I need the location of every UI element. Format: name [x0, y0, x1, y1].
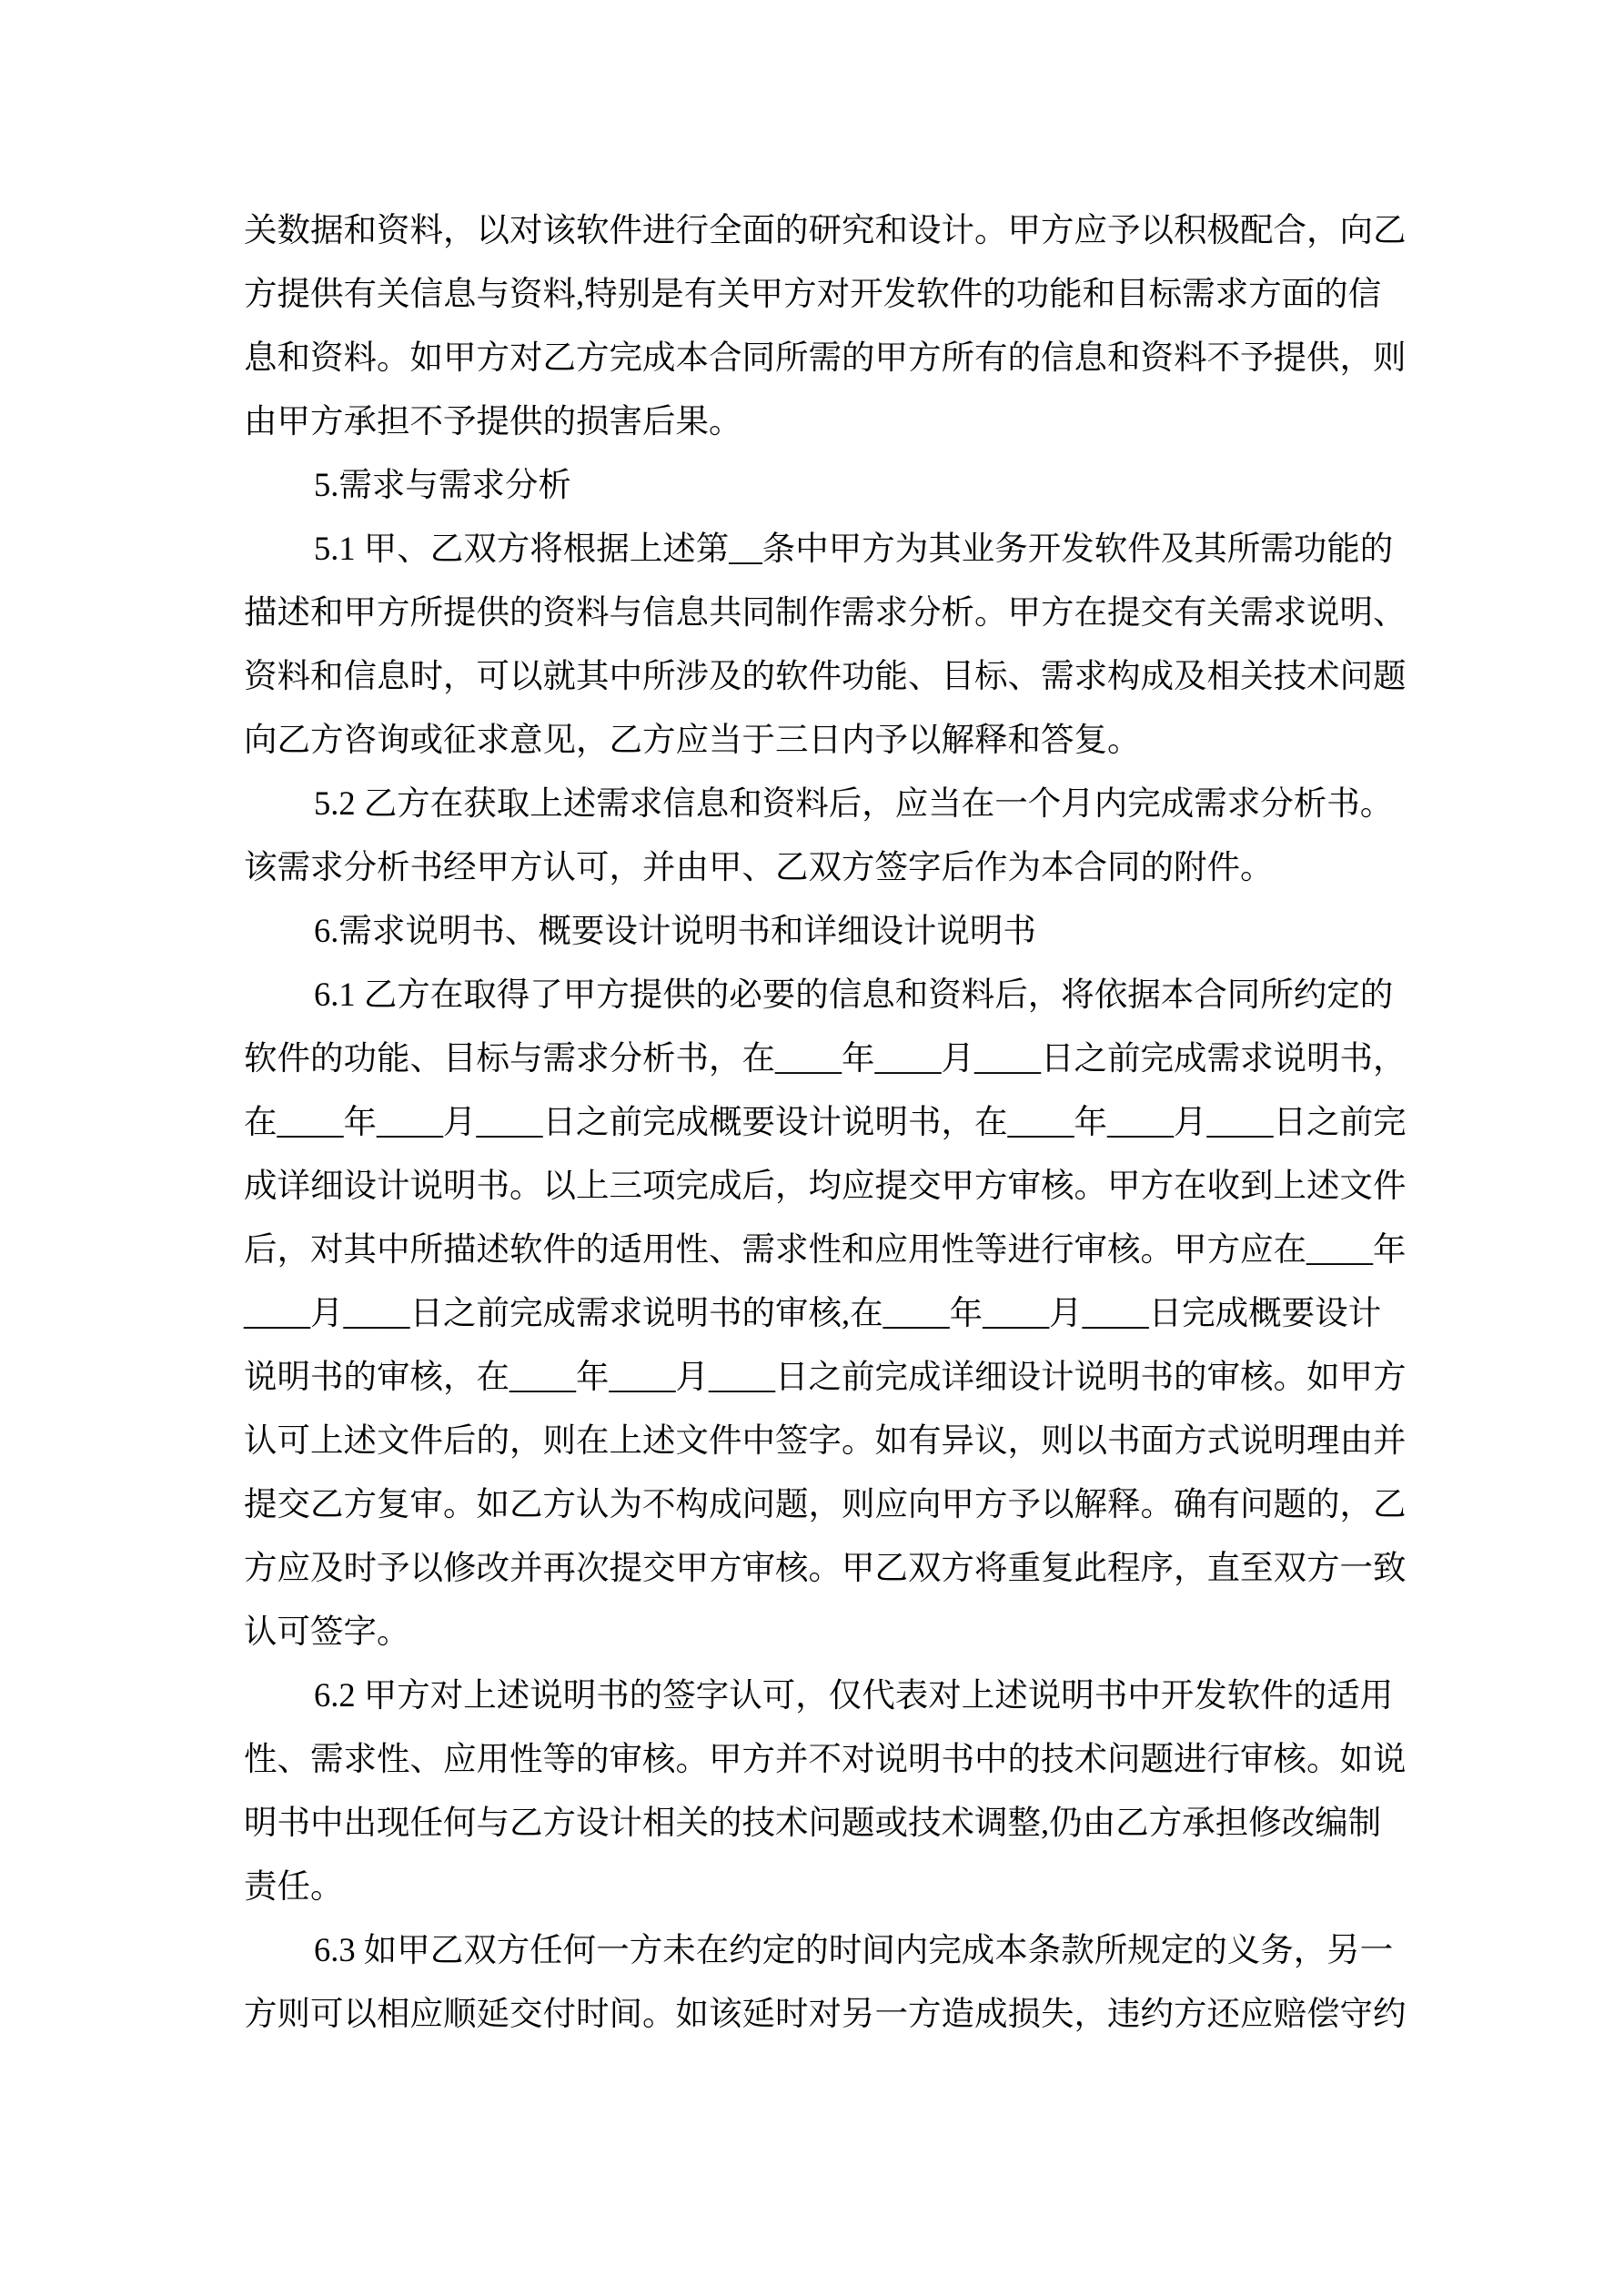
text-line: 提交乙方复审。如乙方认为不构成问题，则应向甲方予以解释。确有问题的，乙 — [244, 1485, 1407, 1522]
text-line: 息和资料。如甲方对乙方完成本合同所需的甲方所有的信息和资料不予提供，则 — [244, 339, 1407, 376]
text-line: 向乙方咨询或征求意见，乙方应当于三日内予以解释和答复。 — [244, 721, 1141, 758]
text-line: 6.2 甲方对上述说明书的签字认可，仅代表对上述说明书中开发软件的适用 — [314, 1676, 1394, 1714]
text-line: 后，对其中所描述软件的适用性、需求性和应用性等进行审核。甲方应在____年 — [244, 1230, 1407, 1268]
text-line: 6.1 乙方在取得了甲方提供的必要的信息和资料后，将依据本合同所约定的 — [314, 976, 1394, 1013]
text-line: 说明书的审核，在____年____月____日之前完成详细设计说明书的审核。如甲方 — [244, 1358, 1407, 1395]
text-line: 6.需求说明书、概要设计说明书和详细设计说明书 — [314, 912, 1036, 949]
text-line: 关数据和资料，以对该软件进行全面的研究和设计。甲方应予以积极配合，向乙 — [244, 211, 1407, 248]
text-line: 认可上述文件后的，则在上述文件中签字。如有异议，则以书面方式说明理由并 — [244, 1421, 1407, 1459]
text-line: 5.2 乙方在获取上述需求信息和资料后，应当在一个月内完成需求分析书。 — [314, 784, 1394, 822]
text-line: 性、需求性、应用性等的审核。甲方并不对说明书中的技术问题进行审核。如说 — [244, 1740, 1407, 1777]
text-line: 责任。 — [244, 1867, 344, 1905]
text-line: 方提供有关信息与资料,特别是有关甲方对开发软件的功能和目标需求方面的信 — [244, 275, 1382, 312]
text-line: 该需求分析书经甲方认可，并由甲、乙双方签字后作为本合同的附件。 — [244, 848, 1274, 885]
text-line: 描述和甲方所提供的资料与信息共同制作需求分析。甲方在提交有关需求说明、 — [244, 593, 1407, 631]
text-line: 在____年____月____日之前完成概要设计说明书，在____年____月____日之前完 — [244, 1103, 1407, 1140]
text-line: 明书中出现任何与乙方设计相关的技术问题或技术调整,仍由乙方承担修改编制 — [244, 1804, 1382, 1841]
text-line: 成详细设计说明书。以上三项完成后，均应提交甲方审核。甲方在收到上述文件 — [244, 1167, 1407, 1204]
text-line: 方则可以相应顺延交付时间。如该延时对另一方造成损失，违约方还应赔偿守约 — [244, 1995, 1407, 2032]
text-line: 方应及时予以修改并再次提交甲方审核。甲乙双方将重复此程序，直至双方一致 — [244, 1549, 1407, 1586]
text-line: 由甲方承担不予提供的损害后果。 — [244, 402, 742, 440]
contract-text-block — [244, 198, 1407, 2046]
text-line: 5.需求与需求分析 — [314, 466, 571, 503]
text-line: 认可签字。 — [244, 1613, 410, 1650]
text-line: 6.3 如甲乙双方任何一方未在约定的时间内完成本条款所规定的义务，另一 — [314, 1931, 1394, 1968]
text-line: ____月____日之前完成需求说明书的审核,在____年____月____日完成概要设计 — [244, 1294, 1382, 1331]
text-line: 软件的功能、目标与需求分析书，在____年____月____日之前完成需求说明书， — [244, 1039, 1407, 1077]
text-line: 5.1 甲、乙双方将根据上述第__条中甲方为其业务开发软件及其所需功能的 — [314, 530, 1394, 567]
text-line: 资料和信息时，可以就其中所涉及的软件功能、目标、需求构成及相关技术问题 — [244, 657, 1407, 694]
